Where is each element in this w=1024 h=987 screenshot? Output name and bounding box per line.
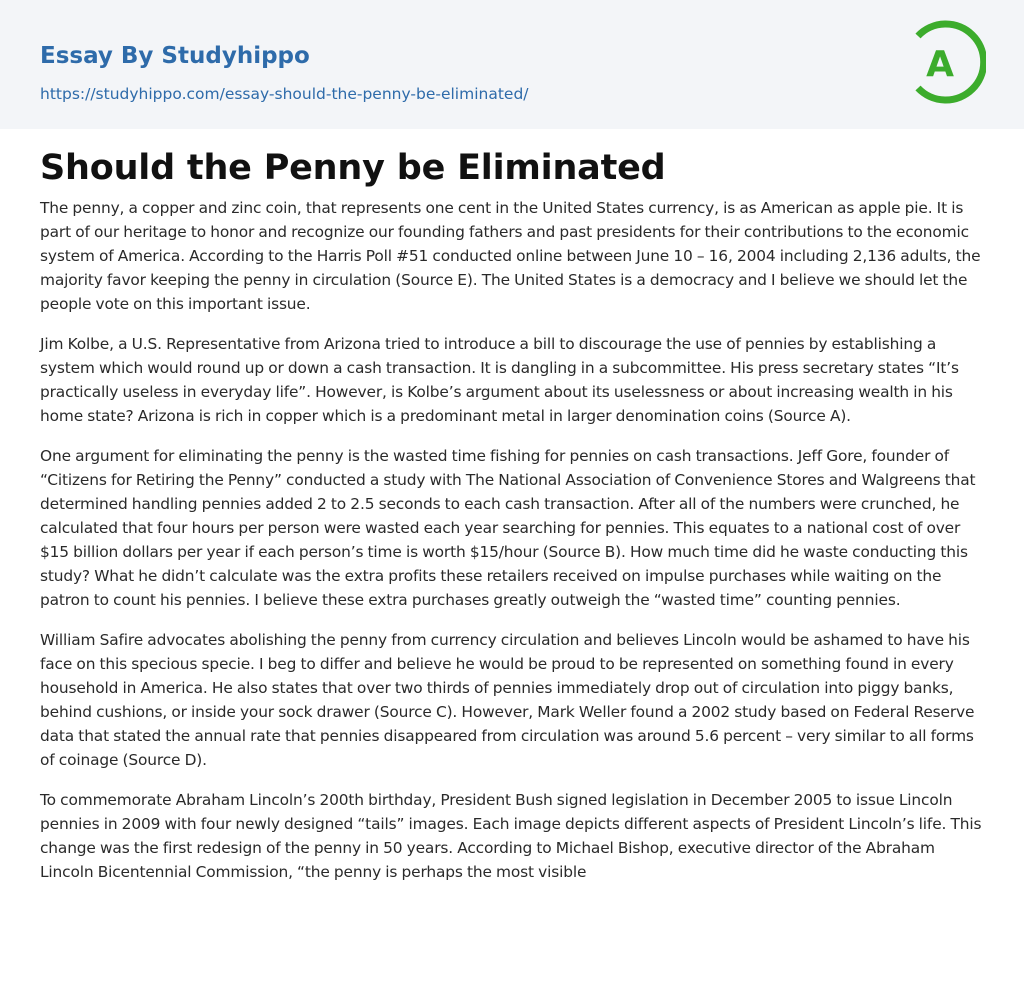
site-brand[interactable]: Essay By Studyhippo: [40, 43, 310, 69]
essay-paragraph: Jim Kolbe, a U.S. Representative from Arizona tried to introduce a bill to discourage the use of pennies by establishing a system which would round up or down a cash transaction. It is dangling in a subcommittee. His press secretary states “It’s practically useless in everyday life”. However, is Kolbe’s argument about its uselessness or about increasing wealth in his home state? Arizona is rich in copper which is a predominant metal in larger denomination coins (Source A).: [40, 335, 959, 425]
essay-paragraph: William Safire advocates abolishing the penny from currency circulation and believes Lincoln would be ashamed to have his face on this specious specie. I beg to differ and believe he would be proud to be represented on something found in every household in America. He also states that over two thirds of pennies immediately drop out of circulation into piggy banks, behind cushions, or inside your sock drawer (Source C). However, Mark Weller found a 2002 study based on Federal Reserve data that stated the annual rate that pennies disappeared from circulation was around 5.6 percent – very similar to all forms of coinage (Source D).: [40, 631, 975, 769]
essay-title: Should the Penny be Eliminated: [40, 148, 666, 188]
studyhippo-logo[interactable]: [912, 19, 986, 105]
essay-url-link[interactable]: https://studyhippo.com/essay-should-the-penny-be-eliminated/: [40, 85, 529, 103]
logo-a-icon: [912, 19, 986, 105]
essay-paragraph: One argument for eliminating the penny is the wasted time fishing for pennies on cash transactions. Jeff Gore, founder of “Citizens for Retiring the Penny” conducted a study with The National Association of Convenience Stores and Walgreens that determined handling pennies added 2 to 2.5 seconds to each cash transaction. After all of the numbers were crunched, he calculated that four hours per person were wasted each year searching for pennies. This equates to a national cost of over $15 billion dollars per year if each person’s time is worth $15/hour (Source B). How much time did he waste conducting this study? What he didn’t calculate was the extra profits these retailers received on impulse purchases while waiting on the patron to count his pennies. I believe these extra purchases greatly outweigh the “wasted time” counting pennies.: [40, 447, 976, 609]
essay-paragraph: To commemorate Abraham Lincoln’s 200th birthday, President Bush signed legislation in December 2005 to issue Lincoln pennies in 2009 with four newly designed “tails” images. Each image depicts different aspects of President Lincoln’s life. This change was the first redesign of the penny in 50 years. According to Michael Bishop, executive director of the Abraham Lincoln Bicentennial Commission, “the penny is perhaps the most visible: [40, 791, 982, 881]
logo-letter: A: [926, 44, 954, 85]
essay-paragraph: The penny, a copper and zinc coin, that represents one cent in the United States currency, is as American as apple pie. It is part of our heritage to honor and recognize our founding fathers and past presidents for their contributions to the economic system of America. According to the Harris Poll #51 conducted online between June 10 – 16, 2004 including 2,136 adults, the majority favor keeping the penny in circulation (Source E). The United States is a democracy and I believe we should let the people vote on this important issue.: [40, 199, 981, 313]
site-header: [0, 0, 1024, 129]
